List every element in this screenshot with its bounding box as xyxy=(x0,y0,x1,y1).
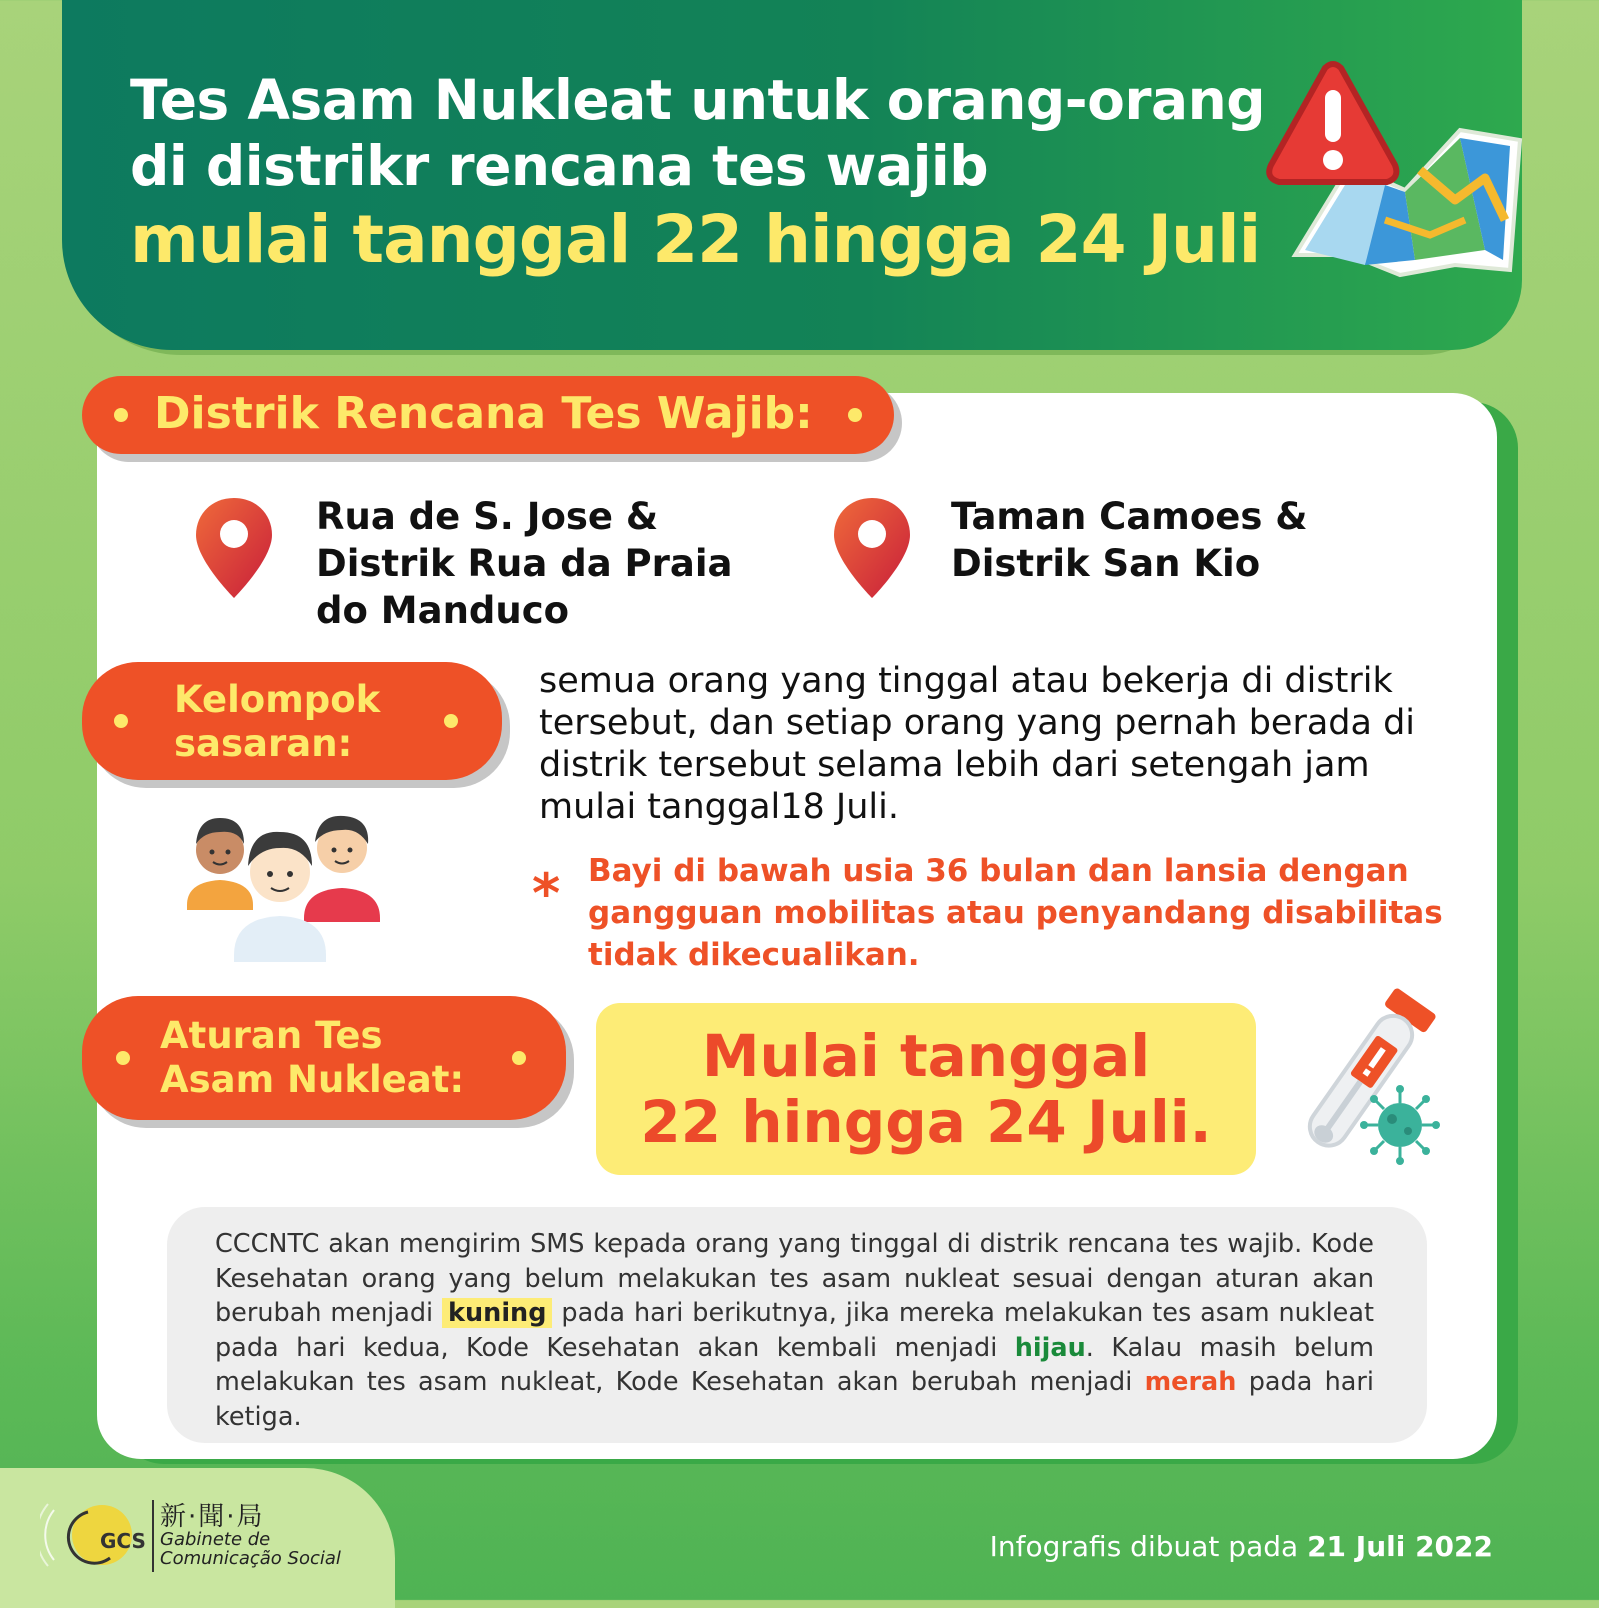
logo-name xyxy=(160,1530,341,1568)
notice-part2: pada hari berikutnya, jika mereka melakukan tes asam nukleat pada hari kedua, Kode Kesehatan akan kembali menjadi xyxy=(215,1298,1374,1363)
test-date-line1: Mulai tanggal xyxy=(701,1022,1151,1090)
test-date-box xyxy=(596,1003,1256,1175)
notice-red-highlight: merah xyxy=(1144,1367,1237,1397)
people-group-icon xyxy=(182,810,392,970)
bullet-dot xyxy=(444,714,458,728)
logo-chinese-name: 新·聞·局 xyxy=(160,1502,265,1532)
notice-yellow-highlight: kuning xyxy=(442,1298,552,1328)
district-heading-pill xyxy=(82,376,894,454)
notice-part4: pada hari ketiga. xyxy=(215,1367,1374,1432)
location-pin-icon xyxy=(832,496,912,600)
page-title-line2: di distrikr rencana tes wajib xyxy=(130,134,989,198)
logo-name-line1: Gabinete de xyxy=(160,1529,271,1550)
footer-credit xyxy=(990,1530,1493,1563)
district-item-1: Rua de S. Jose & Distrik Rua da Praia do Manduco xyxy=(316,495,733,632)
logo-name-line2: Comunicação Social xyxy=(160,1548,341,1569)
svg-text:GCS: GCS xyxy=(100,1529,146,1553)
target-group-description: semua orang yang tinggal atau bekerja di distrik tersebut, dan setiap orang yang pernah berada di distrik tersebut selama lebih dari setengah jam mulai tanggal18 Juli. xyxy=(539,661,1416,827)
gcs-logo-icon xyxy=(40,1490,150,1580)
test-date-line2: 22 hingga 24 Juli. xyxy=(640,1088,1212,1156)
page-title-dates: mulai tanggal 22 hingga 24 Juli xyxy=(130,201,1261,278)
asterisk-mark: * xyxy=(532,862,561,925)
bullet-dot xyxy=(116,1051,130,1065)
warning-map-icon xyxy=(1255,60,1530,290)
district-item-2: Taman Camoes & Distrik San Kio xyxy=(951,495,1308,585)
district-heading: Distrik Rencana Tes Wajib: xyxy=(154,388,813,439)
bullet-dot xyxy=(114,408,128,422)
credit-date: 21 Juli 2022 xyxy=(1307,1530,1493,1563)
target-group-pill xyxy=(82,662,502,780)
bullet-dot xyxy=(114,714,128,728)
test-rules-pill xyxy=(82,996,566,1120)
logo-divider xyxy=(152,1500,154,1572)
target-group-label: Kelompok sasaran: xyxy=(174,678,381,765)
location-pin-icon xyxy=(194,496,274,600)
notice-part3: . Kalau masih belum melakukan tes asam nukleat, Kode Kesehatan akan berubah menjadi xyxy=(215,1332,1374,1397)
notice-part1: CCCNTC akan mengirim SMS kepada orang yang tinggal di distrik rencana tes wajib. Kode Kesehatan orang yang belum melakukan tes asam nukleat sesuai dengan aturan akan berubah menjadi xyxy=(215,1229,1374,1328)
exception-note: Bayi di bawah usia 36 bulan dan lansia dengan gangguan mobilitas atau penyandang disabilitas tidak dikecualikan. xyxy=(588,853,1443,973)
notice-box xyxy=(167,1207,1427,1443)
notice-green-highlight: hijau xyxy=(1014,1332,1086,1363)
notice-text xyxy=(215,1227,1374,1434)
test-rules-label: Aturan Tes Asam Nukleat: xyxy=(160,1014,465,1101)
credit-prefix: Infografis dibuat pada xyxy=(989,1530,1308,1563)
bullet-dot xyxy=(512,1051,526,1065)
bullet-dot xyxy=(848,408,862,422)
page-title-line1: Tes Asam Nukleat untuk orang-orang xyxy=(130,68,1266,132)
test-tube-virus-icon xyxy=(1270,975,1450,1190)
